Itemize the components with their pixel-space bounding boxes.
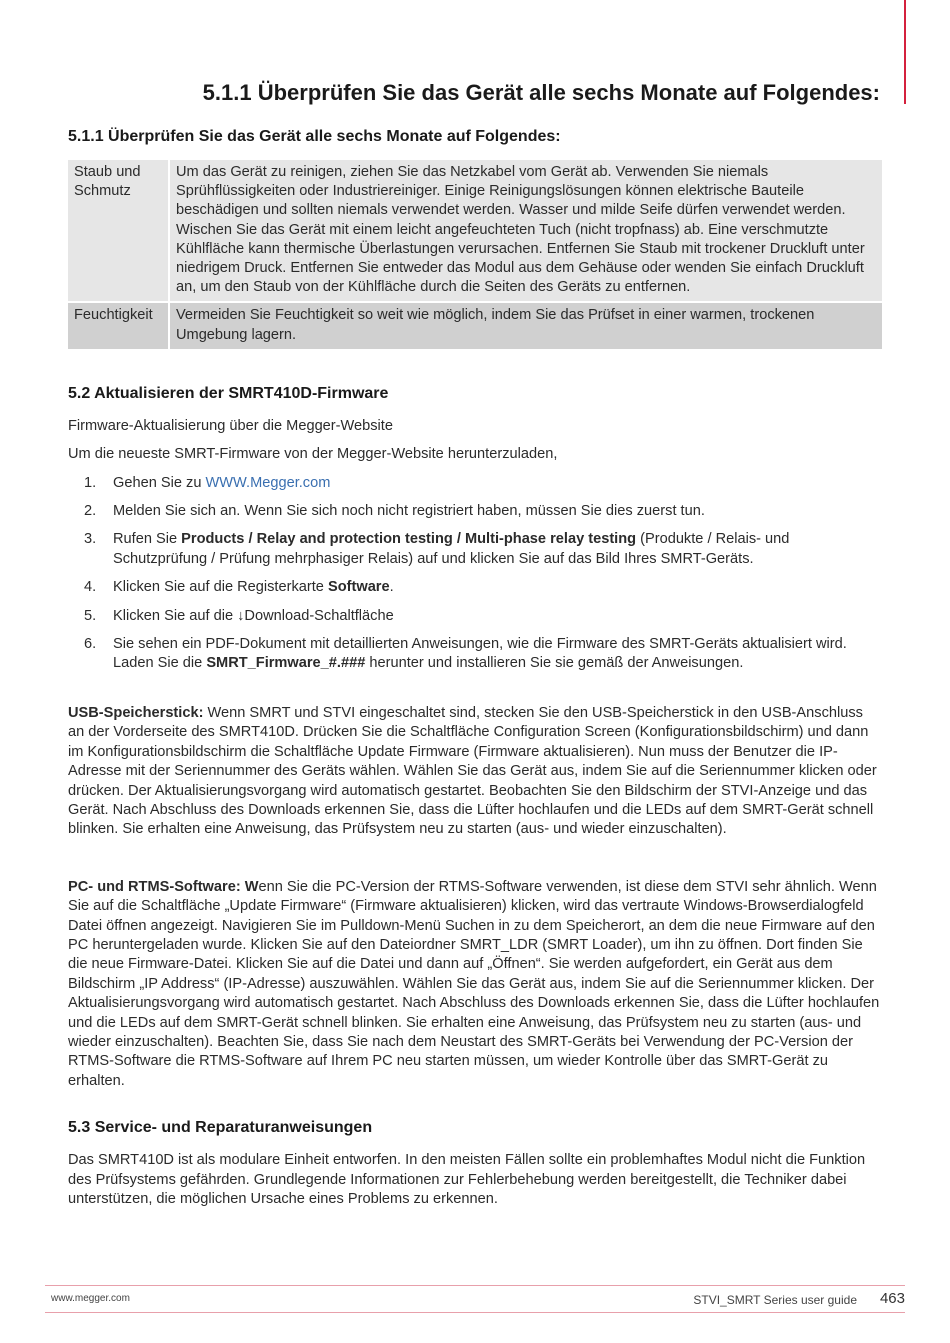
list-item: 2. Melden Sie sich an. Wenn Sie sich noch nicht registriert haben, müssen Sie dies zuerst tun. bbox=[84, 503, 705, 520]
list-item: 6. Sie sehen ein PDF-Dokument mit detaillierten Anweisungen, wie die Firmware des SMRT-Geräts aktualisiert wird. Laden Sie die SMRT_Firmware_#.### herunter und installieren Sie sie gemäß der Anweisungen. bbox=[84, 636, 847, 672]
list-item: 1. Gehen Sie zu WWW.Megger.com bbox=[84, 474, 331, 491]
firmware-intro-2: Um die neueste SMRT-Firmware von der Megger-Website herunterzuladen, bbox=[68, 446, 558, 463]
inspection-table bbox=[68, 160, 882, 349]
service-paragraph: Das SMRT410D ist als modulare Einheit entworfen. In den meisten Fällen sollte ein problemhaftes Modul nicht die Funktion des Prüfsystems gefährden. Grundlegende Informationen zur Fehlerbehebung werden bereitgestellt, die Techniker dabei unterstützen, die möglichen Ursache eines Problems zu erkennen. bbox=[68, 1152, 866, 1208]
footer-url: www.megger.com bbox=[51, 1293, 130, 1304]
page-number: 463 bbox=[879, 1290, 905, 1307]
usb-paragraph: USB-Speicherstick: Wenn SMRT und STVI eingeschaltet sind, stecken Sie den USB-Speicherstick in den USB-Anschluss an der Vorderseite des SMRT410D. Drücken Sie die Schaltfläche Configuration Screen (Konfigurationsbildschirm) und dann im Konfigurationsbildschirm die Schaltfläche Update Firmware (Firmware aktualisieren). Nun muss der Benutzer die IP-Adresse mit der Seriennummer des Geräts wählen. Wählen Sie das Gerät aus, indem Sie auf die Seriennummer klicken oder drücken. Der Aktualisierungsvorgang wird automatisch gestartet. Beobachten Sie den Bildschirm der STVI-Anzeige und das Gerät. Nach Abschluss des Downloads erkennen Sie, dass die Lüfter hochlaufen und die LEDs auf dem SMRT-Gerät schnell blinken. Sie erhalten eine Anweisung, das Prüfsystem neu zu starten (aus- und wieder einzuschalten). bbox=[68, 704, 877, 838]
firmware-intro-1: Firmware-Aktualisierung über die Megger-Website bbox=[68, 417, 393, 434]
table-row bbox=[68, 160, 882, 302]
row-label-dust: Staub und Schmutz bbox=[68, 160, 169, 302]
footer-divider-bottom bbox=[45, 1312, 905, 1313]
section-52-heading: 5.2 Aktualisieren der SMRT410D-Firmware bbox=[68, 384, 389, 402]
firmware-steps bbox=[68, 474, 882, 674]
page-footer bbox=[45, 1285, 905, 1313]
footer-divider-top bbox=[45, 1285, 905, 1286]
section-511-heading: 5.1.1 Überprüfen Sie das Gerät alle sechs Monate auf Folgendes: bbox=[68, 128, 561, 145]
list-item: 5. Klicken Sie auf die ↓Download-Schaltfläche bbox=[84, 607, 394, 624]
row-text-dust: Um das Gerät zu reinigen, ziehen Sie das Netzkabel vom Gerät ab. Verwenden Sie niemals Sprühflüssigkeiten oder Industriereiniger. Einige Reinigungslösungen können elektrische Bauteile beschädigen und sollten niemals verwendet werden. Wasser und milde Seife dürfen verwendet werden. Wischen Sie das Gerät mit einem leicht angefeuchteten Tuch (nicht tropfnass) ab. Eine verschmutzte Kühlfläche kann thermische Überlastungen verursachen. Entfernen Sie Staub mit trockener Druckluft unter niedrigem Druck. Entfernen Sie entweder das Modul aus dem Gehäuse oder wenden Sie einfach Druckluft an, um den Staub von der Kühlfläche durch die Seiten des Geräts zu entfernen. bbox=[169, 160, 882, 302]
page-content bbox=[68, 128, 882, 1209]
download-arrow-icon: ↓ bbox=[237, 607, 245, 624]
list-item: 4. Klicken Sie auf die Registerkarte Software. bbox=[84, 579, 394, 596]
header-accent-rule bbox=[904, 0, 906, 104]
footer-guide-title: STVI_SMRT Series user guide bbox=[693, 1293, 857, 1307]
page-header-title: 5.1.1 Überprüfen Sie das Gerät alle sechs Monate auf Folgendes: bbox=[202, 80, 880, 105]
pc-software-paragraph: PC- und RTMS-Software: Wenn Sie die PC-Version der RTMS-Software verwenden, ist diese dem STVI sehr ähnlich. Wenn Sie auf die Schaltfläche „Update Firmware“ (Firmware aktualisieren) klicken, wird das vertraute Windows-Browserdialogfeld Datei öffnen angezeigt. Navigieren Sie im Pulldown-Menü Suchen in zu dem Speicherort, an dem die neue Firmware auf den PC heruntergeladen wurde. Klicken Sie auf den Dateiordner SMRT_LDR (SMRT Loader), um ihn zu öffnen. Dort finden Sie die neue Firmware-Datei. Klicken Sie auf die Datei und dann auf „Öffnen“. Sie werden aufgefordert, ein Gerät aus dem Bildschirm „IP Address“ (IP-Adresse) auszuwählen. Wählen Sie das Gerät aus, indem Sie auf die Seriennummer klicken. Der Aktualisierungsvorgang wird automatisch gestartet. Nach Abschluss des Downloads erkennen Sie, dass die Lüfter hochlaufen und die LEDs auf dem SMRT-Gerät schnell blinken. Sie erhalten eine Anweisung, das Prüfsystem neu zu starten (aus- und wieder einzuschalten). Beachten Sie, dass Sie nach dem Neustart des SMRT-Geräts bei Verwendung der PC-Version der RTMS-Software die RTMS-Software auf Ihrem PC neu starten müssen, um wieder Kontrolle über das SMRT-Gerät zu erhalten. bbox=[68, 878, 880, 1089]
megger-website-link[interactable]: WWW.Megger.com bbox=[205, 474, 331, 491]
table-row bbox=[68, 302, 882, 348]
row-label-moisture: Feuchtigkeit bbox=[68, 302, 169, 348]
row-text-moisture: Vermeiden Sie Feuchtigkeit so weit wie möglich, indem Sie das Prüfset in einer warmen, trockenen Umgebung lagern. bbox=[169, 302, 882, 348]
section-53-heading: 5.3 Service- und Reparaturanweisungen bbox=[68, 1119, 373, 1137]
list-item: 3. Rufen Sie Products / Relay and protection testing / Multi-phase relay testing (Produkte / Relais- und Schutzprüfung / Prüfung mehrphasiger Relais) auf und klicken Sie auf das Bild Ihres SMRT-Geräts. bbox=[84, 531, 790, 567]
